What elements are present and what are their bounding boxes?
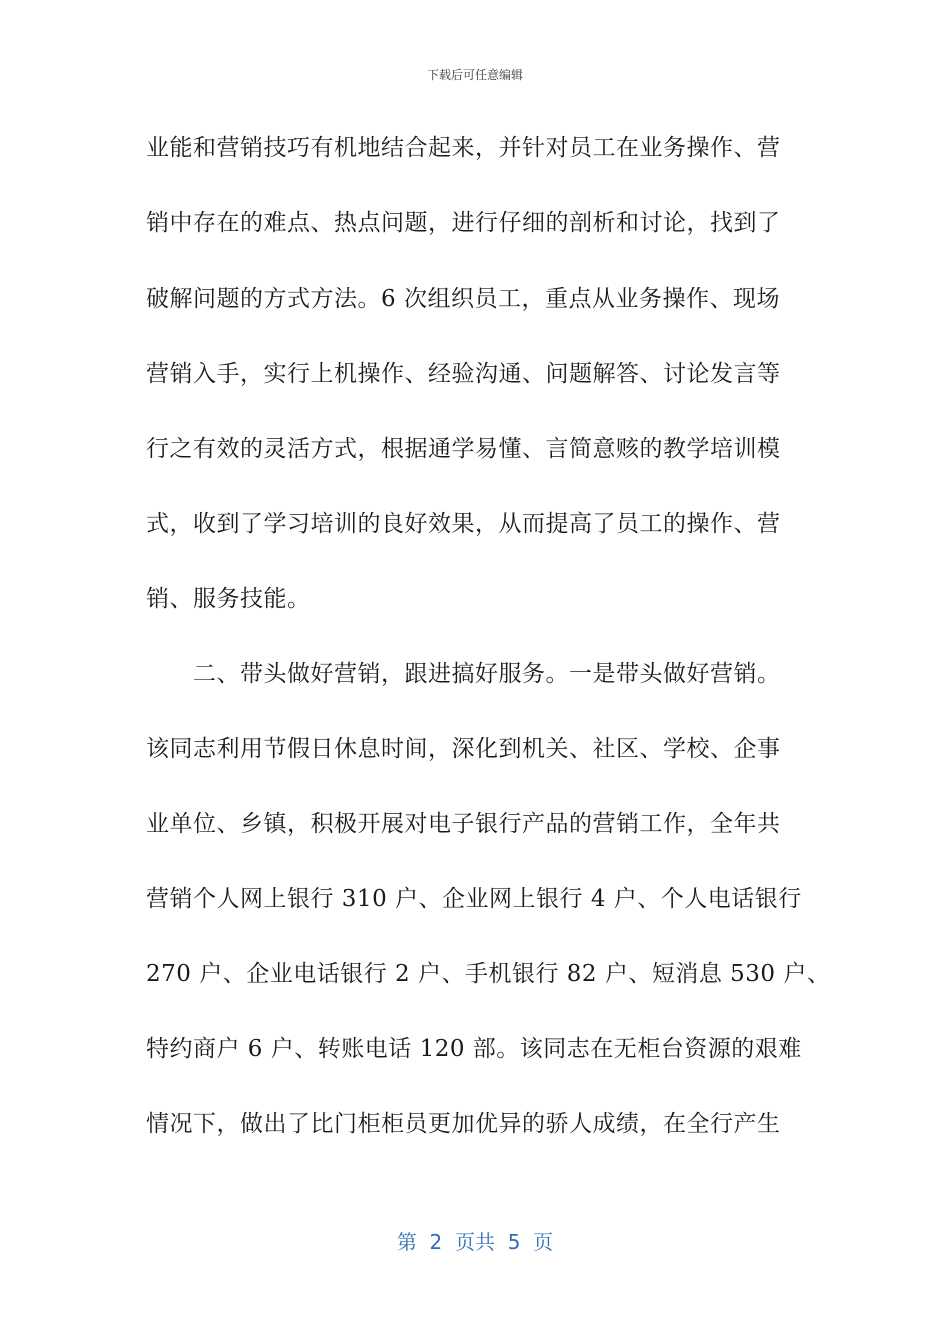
text-line: 业能和营销技巧有机地结合起来，并针对员工在业务操作、营 [146, 135, 781, 161]
text-line: 营销个人网上银行 310 户、企业网上银行 4 户、个人电话银行 [146, 886, 802, 912]
text-line: 破解问题的方式方法。6 次组织员工，重点从业务操作、现场 [146, 286, 780, 312]
text-line: 270 户、企业电话银行 2 户、手机银行 82 户、短消息 530 户、 [146, 961, 831, 987]
text-line: 营销入手，实行上机操作、经验沟通、问题解答、讨论发言等 [146, 361, 781, 387]
text-line: 行之有效的灵活方式，根据通学易懂、言简意赅的教学培训模 [146, 436, 781, 462]
page-header: 下载后可任意编辑 [426, 68, 523, 82]
text-line: 二、带头做好营销，跟进搞好服务。一是带头做好营销。 [146, 661, 781, 687]
text-line: 情况下，做出了比门柜柜员更加优异的骄人成绩，在全行产生 [146, 1111, 781, 1137]
text-line: 销中存在的难点、热点问题，进行仔细的剖析和讨论，找到了 [146, 210, 781, 236]
text-line: 特约商户 6 户、转账电话 120 部。该同志在无柜台资源的艰难 [146, 1036, 802, 1062]
text-line: 该同志利用节假日休息时间，深化到机关、社区、学校、企事 [146, 736, 781, 762]
text-line: 业单位、乡镇，积极开展对电子银行产品的营销工作，全年共 [146, 811, 781, 837]
page-number: 第 2 页共 5 页 [396, 1230, 554, 1254]
text-line: 式，收到了学习培训的良好效果，从而提高了员工的操作、营 [146, 511, 781, 537]
text-line: 销、服务技能。 [146, 586, 311, 612]
